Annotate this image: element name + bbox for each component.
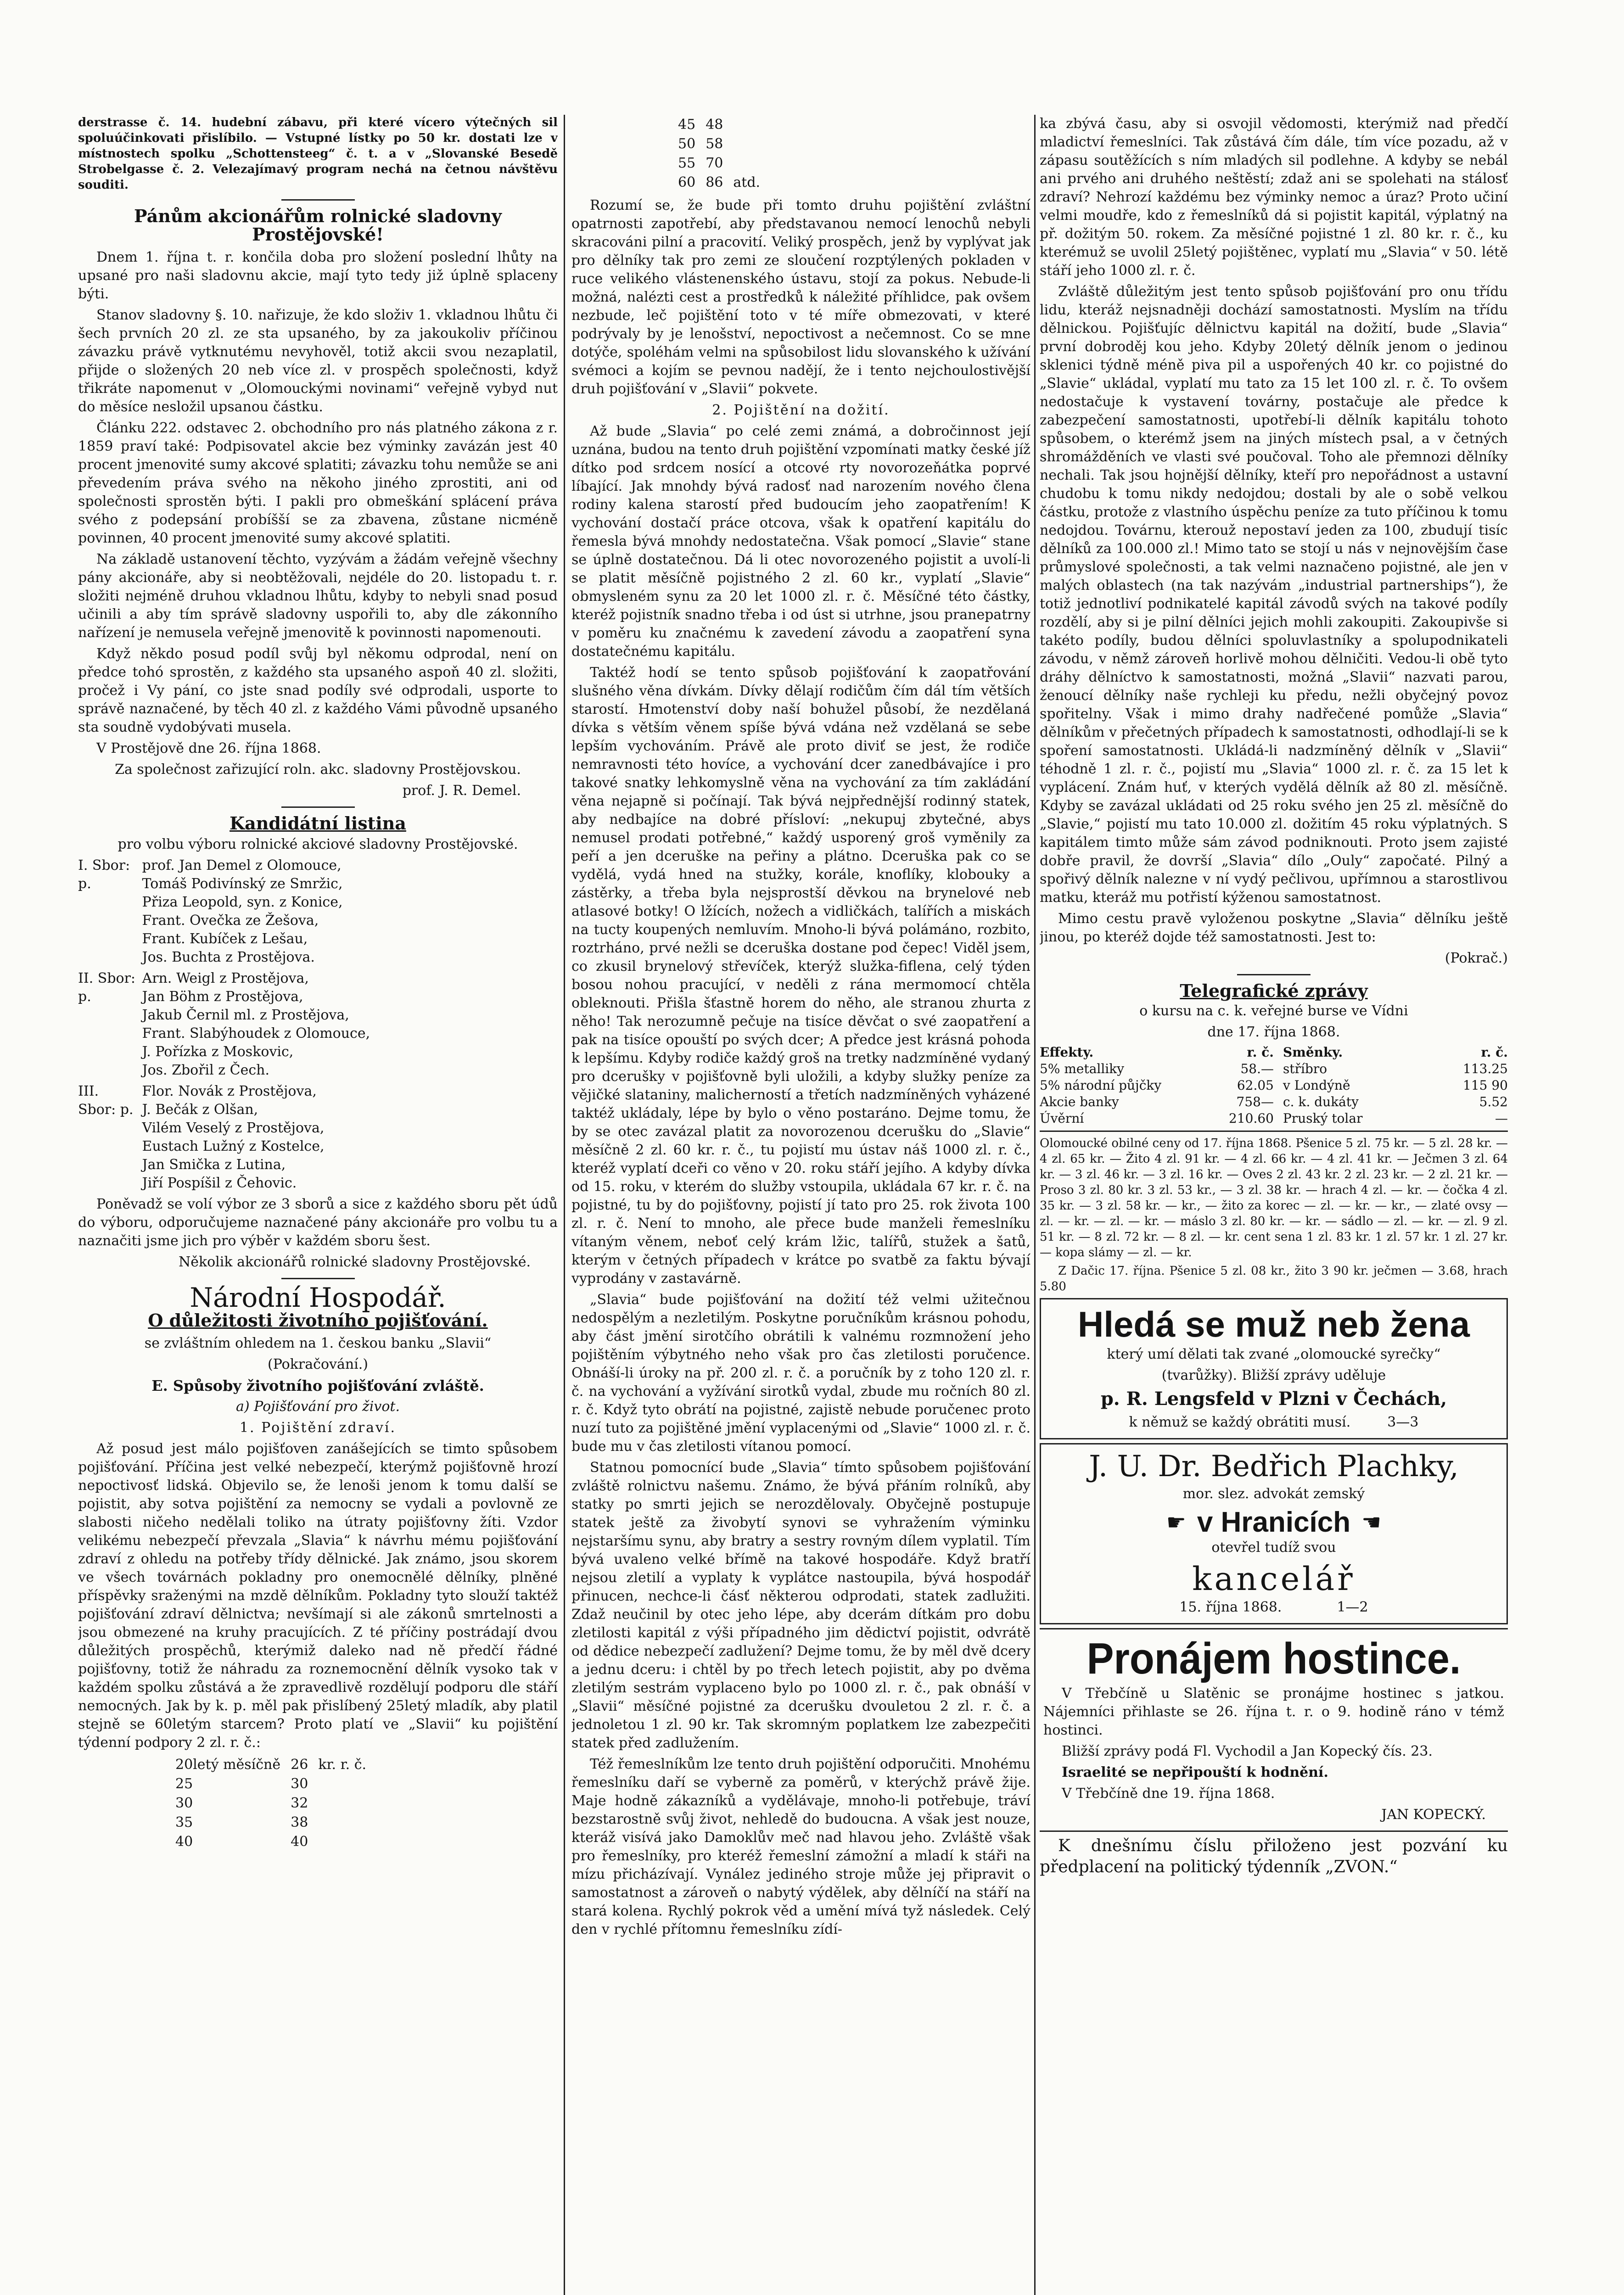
rate-row: 45 48 [678, 117, 723, 133]
candidate-name: Tomáš Podivínský ze Smržic, [142, 876, 343, 892]
ad-line: který umí dělati tak zvané „olomoucké syrečky“ [1107, 1346, 1441, 1362]
candidate-name: Frant. Slabýhoudek z Olomouce, [142, 1025, 370, 1041]
appeal-org: Za společnost zařizující roln. akc. sladovny Prostějovskou. [115, 761, 521, 778]
ad-lawyer-open: otevřel tudíž svou [1211, 1539, 1336, 1556]
ad-lawyer-name: J. U. Dr. Bedřich Plachky, [1089, 1450, 1459, 1483]
ad-lawyer-office: kancelář [1192, 1560, 1355, 1598]
article-paragraph: Až bude „Slavia“ po celé zemi známá, a dobročinnost její uznána, budou na tento druh pojištění vzpomínati matky české jíž dítko pod srdcem nosící a otcové rty novorozeňátka poprvé líbající. Jak mnohdy bývá radosť nad narozením nového člena rodiny kalena starostí před budoucím jeho zaopatřením! K vychování dostačí práce otcova, však k opatření kapitálu do řemesla bývá mnohdy nedostatečna. Však pomocí „Slavie“ stane se úplně dostatečnou. Dá li otec novorozeného pojistit a uvolí-li se platit měsíčně pojistného 2 zl. 60 kr., vyplatí „Slavie“ obmysleném synu za 20 let 1000 zl. r. č. Měsíčné této částky, kteréž pojistník snadno třeba i od úst si utrhne, jsou pranepatrny v poměru ku značnému k zavedení závodu a zaopatření syna dostatečnému kapitálu. [571, 423, 1030, 660]
ad-lawyer [1040, 1443, 1508, 1624]
sbor-label: I. Sbor: p. [78, 857, 130, 892]
concert-notice: derstrasse č. 14. hudební zábavu, při které vícero výtečných sil spoluúčinkovati přislíbilo. — Vstupné lístky po 50 kr. dostati lze v místnostech spolku „Schottensteeg“ č. t. a v „Slovanské Besedě Strobelgasse č. 2. Velezajímavý program nechá na četnou návštěvu souditi. [78, 116, 558, 192]
appeal-place: V Prostějově dne 26. října 1868. [96, 740, 321, 756]
candidate-name: prof. Jan Demel z Olomouce, [142, 857, 342, 873]
article-continued-note: (Pokrač.) [1445, 950, 1508, 966]
article-subtitle: se zvláštním ohledem na 1. českou banku „Slavii“ [144, 1335, 492, 1351]
appeal-signature: prof. J. R. Demel. [402, 783, 521, 799]
column-rule-1 [564, 115, 565, 2295]
article-paragraph: Statnou pomocnící bude „Slavia“ tímto spůsobem pojišťování zvláště rolnictvu našemu. Známo, že bývá přáním rolníků, aby statky po smrti jejich se nerozdělovaly. Obyčejně postupuje statek ještě za živobytí synovi se vyhražením výminku nejstaršímu synu, aby bratry a sestry rovným dílem vyplatil. Tím bývá uvaleno velké břímě na takové hospodáře. Když bratří nejsou zletilí a vyplaty k vyplátce nastoupila, bývá hospodář přinucen, nechce-li čásť některou odprodati, statek zadlužiti. Zdaž neučinil by otec jeho lépe, aby dcerám dítkám pro dobu zletilosti kapitál z výši případného jim dědictví pojistit, odvrátě od dědice nebezpečí zadlužení? Dejme tomu, že by měl dvě dcery a jednu dceru: i chtěl by po třech letech pojistit, aby po dvěma zletilým sestrám vyplaceno bylo po 1000 zl. r. č., pak obnáší v „Slavii“ měsíčné pojistné za dcerušku dvouletou 2 zl. r. č. a jednoletou 1 zl. 90 kr. Tak skromným poplatkem lze zabezpečiti statek před zadlužením. [571, 1460, 1030, 1751]
candidate-name: Jos. Zbořil z Čech. [142, 1062, 269, 1078]
article-paragraph: ka zbývá času, aby si osvojil vědomosti, kterýmiž nad předčí mladictví řemeslníci. Tak zůstává čím dále, tím více pozadu, až v zápasu soutěžících s ním mladých sil podlehne. A kdyby se nebál ani prvého ani druhého neštěstí; zdaž ani se spolehati na stálosť zdraví? Nehrozí každému bez výminky nemoc a úraz? Proto učiní velmi moudře, kdo z řemeslníků dá si pojistit kapitál, výplatný na př. dožitým 50. rokem. Za měsíčné pojistné 1 zl. 80 kr. r. č., ku kterémuž se uvolil 25letý pojištěnec, vyplatí mu „Slavia“ v 50. létě stáří jeho 1000 zl. r. č. [1040, 116, 1508, 279]
ad-line: 15. října 1868. 1—2 [1179, 1599, 1368, 1615]
subsection-2-title: 2. Pojištění na dožití. [712, 402, 890, 418]
ad-title: Hledá se muž neb žena [1078, 1304, 1470, 1344]
ad-inn-text: Bližší zprávy podá Fl. Vychodil a Jan Kopecký čís. 23. [1062, 1743, 1433, 1759]
rate-row: 40 40 [175, 1834, 308, 1850]
telegraph-subtitle: o kursu na c. k. veřejné burse ve Vídni [1139, 1003, 1408, 1019]
ad-inn-date: V Třebčíně dne 19. října 1868. [1062, 1786, 1275, 1802]
article-paragraph: Též řemeslníkům lze tento druh pojištění odporučiti. Mnohému řemeslníku daří se vyberně za poměrů, v kterýchž právě žije. Maje hodně zákazníků a vydělávaje, mnoho-li potřebuje, tráví bezstarostně svůj život, nehledě do budoucna. A však jest nouze, kteráž visívá jako Damoklův meč nad hlavou jeho. Zvláště však pro řemeslníky, pro kteréž řemeslní zámožní a mladí k stáři na mízu přicházívají. Vynález jediného stroje může jej připravit o samostatnost a zároveň o nabytý výdělek, aby dělníčí na stáří na stará kolena. Rychlý pokrok věd a umění mívá tyž následek. Celý den v rychlé přítomnu řemeslníku zídí- [571, 1756, 1030, 1937]
candidate-name: Vilém Veselý z Prostějova, [142, 1120, 325, 1136]
divider [281, 199, 355, 201]
article-paragraph: Zvláště důležitým jest tento spůsob pojišťování pro onu třídu lidu, kteráž nejsnadněji dochází samostatnosti. Myslím na třídu dělnickou. Pojišťujíc dělnictvu kapitál na dožití, bude „Slavia“ první dobroděj kou jeho. Kdyby 20letý dělník jenom o jedinou sklenici týdně méně piva pil a uspořených 40 kr. co pojistné do „Slavie“ ukládal, vyplatí mu tato za 15 let 100 zl. r. č. To ovšem nedostačuje k vystavení továrny, postačuje ale předce k zabezpečení samostatnosti, upotřebí-li dělník kapitálu tohoto spůsobem, o kterémž jsem na jiných místech psal, a v četných shromážděních ve vlasti své poučoval. Toho ale přemnozi dělníky nechali. Tak jsou hojnější dělníky, kteří pro nepořádnost a ustavní chudobu k tomu nikdy nedojdou; dostali by ale o sobě velkou částku, protože z vlastního úspěchu peníze za tuto příčinou k tomu nedojdou. Továrnu, kterouž nepostaví jeden za 100, zbudují tisíc dělníků za 100.000 zl.! Mimo tato se stojí u nás v nejnovějším čase průmyslové společnosti, a tak velmi naznačeno pojistné, ale jen v malých oblastech (na tak nazývám „industrial partnerships“), že totiž jednotliví podnikatelé kapitál závodů svých na takové podíly rozdělí, aby si je pilní dělníci jejich mohli zakoupiti. Zakoupivše si takéto podíly, budou dělníci spoluvlastníky a spolupodnikateli závodu, v němž zároveň horlivě mohou dělničiti. Vedou-li obě tyto dráhy dělníctvo k samostatnosti, možná „Slavii“ nazvati parou, ženoucí dělníky naše rychleji ku předu, nežli obyčejný povoz spořitelny. Však i mimo drahy nadřečené pomůže „Slavia“ dělníkům v přečetných případech k samostatnosti, odhodlají-li se k spoření samostatnosti. Ukládá-li nadzmíněný dělník v „Slavii“ téhodně 1 zl. r. č., pojistí mu „Slavia“ 1000 zl. r. č. za 15 let k vyplácení. Znám huť, v kterých vydělá dělník až 80 zl. měsíčně. Kdyby se zavázal ukládati od 25 roku svého jen 25 zl. měsíčně do „Slavie,“ pojistí mu tato 10.000 zl. dožitím 45 roku výplatných. S kapitálem timto může sám závod podniknouti. Proto jsem zajisté dobře pravil, že dovrší „Slavia“ dílo „Ouly“ započaté. Pilný a spořivý dělník nalezne v ní vydý pečlivou, upřímnou a starostlivou matku, kteráž mu potřistí kýženou samostatnost. [1040, 284, 1508, 906]
finance-row: 5% národní půjčky 62.05 v Londýně 115 90 [1040, 1078, 1508, 1093]
candidate-name: Jan Smička z Lutina, [142, 1157, 286, 1173]
appeal-paragraph: Dnem 1. října t. r. končila doba pro složení poslední lhůty na upsané pro naši sladovnu akcie, mají tyto tedy již úplně splaceny býti. [78, 249, 558, 302]
article-continuation: (Pokračování.) [268, 1356, 368, 1372]
column-rule-2 [1034, 115, 1036, 2295]
rate-table-continued [672, 115, 766, 193]
subsection-a-title: a) Pojišťování pro život. [236, 1399, 400, 1415]
ad-job-offer [1040, 1298, 1508, 1439]
ad-lawyer-role: mor. slez. advokát zemský [1182, 1486, 1365, 1502]
candidate-name: J. Bečák z Olšan, [142, 1102, 258, 1118]
sbor-1 [78, 856, 558, 967]
telegraph-date: dne 17. října 1868. [1207, 1024, 1340, 1040]
finance-row: 5% metalliky 58.— stříbro 113.25 [1040, 1061, 1508, 1076]
rate-row: 30 32 [175, 1795, 308, 1811]
ad-inn-signature: JAN KOPECKÝ. [1381, 1807, 1486, 1823]
candidate-name: Jan Böhm z Prostějova, [142, 989, 303, 1005]
candidate-list-title: Kandidátní listina [230, 813, 406, 834]
candidate-name: Přiza Leopold, syn. z Konice, [142, 894, 343, 910]
finance-header: Effekty. r. č. Směnky. r. č. [1040, 1045, 1508, 1060]
article-paragraph: Mimo cestu pravě vyloženou poskytne „Slavia“ dělníku ještě jinou, po kteréž dojde též samostatnosti. Jest to: [1040, 911, 1508, 945]
divider [1040, 1131, 1508, 1132]
appeal-title: Pánům akcionářům rolnické sladovny Prostějovské! [134, 206, 502, 245]
appeal-paragraph: Když někdo posud podíl svůj byl někomu odprodal, není on předce tohó sprostěn, z každého sta upsaného aspoň 40 zl. složiti, pročež i Vy pání, co jste snad podíly své odprodali, usporte to správě naznačené, by těch 40 zl. z každého Vámi původně upsaného sta soudně vydobývati musela. [78, 646, 558, 735]
ad-lawyer-city-row [1045, 1506, 1503, 1539]
sbor-label: III. Sbor: p. [78, 1083, 134, 1118]
rate-row: 55 70 [678, 155, 723, 171]
candidate-name: Jos. Buchta z Prostějova. [142, 949, 315, 965]
ad-number: 3—3 [1387, 1414, 1419, 1430]
candidate-note: Poněvadž se volí výbor ze 3 sborů a sice z každého sboru pět údů do výboru, odporučujeme naznačené pány akcionáře pro volbu tu a naznačiti jsme jich pro výběr v každém sboru šest. [78, 1196, 558, 1249]
appeal-paragraph: Stanov sladovny §. 10. nařizuje, že kdo složiv 1. vkladnou lhůtu či šech prvních 20 zl. ze sta upsaného, by za jakoukoliv příčinou závazku právě vytknutému nevyhověl, totiž akcii svou nezaplatil, přijde o složených 20 neb více zl. v prospěch společnosti, když třikráte napomenut v „Olomouckými novinami“ veřejně vybyd nut do měsíce nesložil upsanou částku. [78, 307, 558, 415]
subsection-1-title: 1. Pojištění zdraví. [239, 1420, 397, 1436]
article-title: O důležitosti životního pojišťování. [148, 1310, 488, 1331]
pointing-hand-right-icon: ☛ [1166, 1509, 1186, 1535]
grain-prices-dacice: Z Dačic 17. října. Pšenice 5 zl. 08 kr., žito 3 90 kr. ječmen — 3.68, hrach 5.80 [1040, 1264, 1508, 1293]
candidate-name: Arn. Weigl z Prostějova, [142, 970, 309, 986]
section-title: Národní Hospodář. [190, 1282, 446, 1313]
ad-line: k němuž se každý obrátiti musí. 3—3 [1129, 1414, 1419, 1430]
ad-line: (tvarůžky). Bližší zprávy uděluje [1161, 1367, 1386, 1383]
article-paragraph: Až posud jest málo pojišťoven zanášejících se timto spůsobem pojišťování. Příčina jest velké nebezpečí, kterýmž pojišťovně hrozí nepoctivosť lidská. Objevilo se, že lenoši jenom k tomu další se pojistit, aby sotva pojištění za nemocny se vydali a povlovně ze slabosti ničeho nedělali toliko na útraty pojišťovny žíti. Vzdor velikému nebezpečí převzala „Slavia“ k návrhu mému pojišťování zdraví z ohledu na potřeby třídy dělnické. Jak známo, jsou skorem ve všech továrnách pokladny pro onemocnělé dělníky, plněné příspěvky sraženými na mzdě dělníkům. Pokladny tyto slouží taktéž pojišťování zdraví dělnictva; nevšímají si ale zákonů smrtelnosti a jsou obmezené na kruhy pracujících. Z té příčiny postrádají dvou důležitých prospěchů, kterýmiž daleko nad ně předčí řádné pojišťovny, totiž že náhradu za roznemocnění dělník vysoko tak v každém spolku zůstává a že zpravedlivě rozdělují podporu dle stáří nemocných. Jak by k. p. měl pak přislíbený 25letý mladík, aby platil stejně se 60letým starcem? Proto platí ve „Slavii“ ku pojištění týdenní podpory 2 zl. r. č.: [78, 1441, 558, 1751]
divider [281, 1278, 355, 1279]
zvon-notice: K dnešnímu číslu přiloženo jest pozvání ku předplacení na politický týdenník „ZVON.“ [1040, 1836, 1508, 1876]
candidate-name: Frant. Ovečka ze Žešova, [142, 912, 319, 929]
ad-number: 1—2 [1337, 1599, 1368, 1615]
appeal-paragraph: Na základě ustanovení těchto, vyzývám a žádám veřejně všechny pány akcionáře, aby si neobtěžovali, nejdéle do 20. listopadu t. r. složiti nejméně druhou vkladnou lhůtu, kdyby to nebyli snad posud učinili a aby tím správě sladovny uspořili to, aby dle zákonního nařízení je nemusela veřejně jmenovitě k povinnosti napomenouti. [78, 551, 558, 641]
rate-row: 20letý měsíčně 26 kr. r. č. [175, 1757, 367, 1773]
candidate-name: Jiří Pospíšil z Čehovic. [142, 1175, 297, 1191]
sbor-label: II. Sbor: p. [78, 970, 136, 1005]
candidate-list-subtitle: pro volbu výboru rolnické akciové sladovny Prostějovské. [118, 836, 518, 852]
article-paragraph: „Slavia“ bude pojišťování na dožití též velmi užitečnou nedospělým a nezletilým. Poskytne poručníkům krásnou pohodu, aby část jmění sirotčího obrátili k valnému rozmnožení jeho pojištěním výbytného neho však pro čas zletilosti poručence. Obnáší-li úroky na př. 200 zl. r. č. a poručník by z toho 120 zl. r. č. na vychování a vyžívání sirotků vydal, zbude mu ročních 80 zl. r. č. Když tyto obrátí na pojistné, zajistě nebude poručenec proto nuzí tuto za pojištěné jmění vyplacenými od „Slavie“ 1000 zl. r. č. bude mu v čas zletilosti vítanou pomocí. [571, 1292, 1030, 1455]
column-2 [571, 115, 1030, 2295]
rate-row: 50 58 [678, 136, 723, 152]
ad-inn-text: V Třebčíně u Slatěnic se pronájme hostinec s jatkou. Nájemníci přihlaste se 26. října t. r. o 9. hodině ráno v témž hostinci. [1043, 1685, 1504, 1738]
candidate-name: Jakub Černil ml. z Prostějova, [142, 1007, 349, 1023]
grain-prices: Olomoucké obilné ceny od 17. října 1868. Pšenice 5 zl. 75 kr. — 5 zl. 28 kr. — 4 zl. 65 kr. — Žito 4 zl. 91 kr. — 4 zl. 66 kr. — 4 zl. 41 kr. — Ječmen 3 zl. 64 kr. — 3 zl. 46 kr. — 3 zl. 16 kr. — Oves 2 zl. 43 kr. 2 zl. 23 kr. — 2 zl. 21 kr. — Proso 3 zl. 80 kr. 3 zl. 53 kr., — 3 zl. 38 kr. — hrach 4 zl. — kr. — čočka 4 zl. 35 kr. — 3 zl. 58 kr. — kr., — žito za korec — zl. — kr. — kr., — zlaté ovsy — zl. — kr. — zl. — kr. — máslo 3 zl. 80 kr. — kr. — sádlo — zl. — kr. — zl. 9 zl. 51 kr. — 8 zl. 72 kr. — 8 zl. — kr. cent sena 1 zl. 83 kr. 1 zl. 57 kr. 1 zl. 27 kr. — kopa slámy — zl. — kr. [1040, 1136, 1508, 1259]
sbor-2 [78, 969, 558, 1080]
rate-row: 35 38 [175, 1814, 308, 1830]
article-paragraph: Taktéž hodí se tento spůsob pojišťování k zaopatřování slušného věna dívkám. Dívky dělají rodičům čím dál tím větších starostí. Hmotenství doby naší bohužel působí, že nezdělaná dívka s větším věnem spíše bývá vdána než vzdělaná se sebe lepším vychováním. Právě ale proto diviť se jest, že rodiče nemravnosti této hovíce, a vychování dcer zanedbávajíce i pro takové snatky lehkomyslně věna na vychování za tím zakládání věna nejapně si počínají. Tak bývá nejpřednější rodinný statek, aby nedbajíce na dobré přísloví: „nekupuj zbytečné, abys nemusel prodati potřebné,“ každý usporený groš vyměnily za peří a jen dceruške na peřiny a plátno. Dceruška pak co se vydělá, vydá hned na stužky, korále, knoflíky, klobouky a zástěrky, a třeba byla nejsprostší děvkou na brynelové neb atlasové botky! O lžících, nožech a vidličkách, talířích a miskách na tucty koupených nemluvím. Mnoho-li bývá polámáno, rozbito, roztrháno, prvé nežli se dceruška dostane pod čepec! Viděl jsem, co zkusil brynelový střevíček, kterýž služka-fiflena, celý týden bosou nohou pracující, v neděli z rána mermomocí chtěla obleknouti. Přišla šťastně horem do něho, ale stranou zhurta z něho! Tak nerozumně pečuje na tisíce děvčat o své zaopatření a pak na tisíce opouští po svých dcer; A předce jest krásná pohoda k lepšímu. Kdyby rodiče každý groš na tretky nadzmíněné vydaný pro dcerušky v pojišťovně byli uložili, a kdyby služky peníze za vějičké slataniny, malicherností a třetích nadzmíněných vyházené taktéž ukládaly, lépe by bylo o věno postaráno. Dejme tomu, že by se otec zavázal platit za novorozenou dcerušku do „Slavie“ měsíčně 2 zl. 60 kr. r. č., tu pojistí mu ústav náš 1000 zl. r. č., kteréž vyplatí dceři co věno v 20. roku stáří jejího. A kdyby dívka od 15. roku, v kterém do služby vstoupila, ukládala 67 kr. r. č. na pojistné, tu by do pojišťovny, pojistí jí tato pro 25. rok života 100 zl. r. č. Není to mnoho, ale přece bude manželi řemeslníku vítaným věnem, neboť celý krám lžic, talířů, stužek a šatů, kterým v četných případech v krátce po svatbě za faktu bývají vyprodány v zastavárně. [571, 665, 1030, 1287]
finance-row: Akcie banky 758— c. k. dukáty 5.52 [1040, 1094, 1508, 1109]
ad-inn-note: Israelité se nepřipouští k hodnění. [1062, 1764, 1328, 1780]
sbor-3 [78, 1082, 558, 1192]
pointing-hand-left-icon: ☚ [1361, 1509, 1382, 1535]
ad-inn-title: Pronájem hostince. [1086, 1634, 1461, 1683]
finance-row: Úvěrní 210.60 Pruský tolar — [1040, 1111, 1508, 1126]
telegraph-title: Telegrafické zprávy [1180, 980, 1368, 1001]
candidate-name: Flor. Novák z Prostějova, [142, 1083, 317, 1099]
divider [1237, 974, 1310, 975]
divider [281, 806, 355, 808]
ad-inn-lease [1040, 1628, 1508, 1832]
candidate-name: J. Pořízka z Moskovic, [142, 1044, 294, 1060]
candidate-name: Frant. Kubíček z Lešau, [142, 931, 308, 947]
ad-lawyer-city: v Hranicích [1197, 1506, 1351, 1538]
rate-row: 25 30 [175, 1776, 308, 1792]
candidate-signature: Několik akcionářů rolnické sladovny Prostějovské. [178, 1254, 531, 1270]
candidate-name: Eustach Lužný z Kostelce, [142, 1138, 325, 1154]
section-e-title: E. Spůsoby životního pojišťování zvláště. [151, 1377, 484, 1394]
column-3 [1040, 115, 1508, 2295]
rate-row: 60 86 atd. [678, 174, 761, 190]
rate-table [170, 1755, 372, 1852]
column-1 [78, 115, 558, 2295]
ad-contact: p. R. Lengsfeld v Plzni v Čechách, [1100, 1388, 1447, 1410]
appeal-paragraph: Článku 222. odstavec 2. obchodního pro nás platného zákona z r. 1859 praví také: Podpisovatel akcie bez výminky zavázán jest 40 procent jmenovité sumy akcové splatiti; závazku tohu nemůže se ani převedením práva svého na někoho jiného zprostiti, ani od společnosti sprostěn býti. I pakli pro obmeškání splácení práva svého z podepsání probíšší se za zbavena, zůstane nicméně povinnen, 40 procent jmenovité sumy akcové splatiti. [78, 420, 558, 546]
article-paragraph: Rozumí se, že bude při tomto druhu pojištění zvláštní opatrnosti zapotřebí, aby představanou nemocí lenochů nebyli skracováni pilní a pracovití. Veliký prospěch, jenž by vyplývat jak pro dělníky tak pro zemi ze sloučení rozptýlených pokladen v ruce velikého vlástenenského ústavu, stojí za pokus. Nebude-li možná, nalézti cest a prostředků k náležité příhlidce, pak ovšem nezbude, leč pojištění toto v té míře obmezovati, v které podrývaly by je lenošství, nepoctivost a nečemnost. Co se mne dotýče, spoléhám velmi na spůsobilost lidu slovanského k užívání svémoci a kojím se pevnou nadějí, že i tento nejchoulostivější druh pojišťování v „Slavii“ pokvete. [571, 197, 1030, 397]
